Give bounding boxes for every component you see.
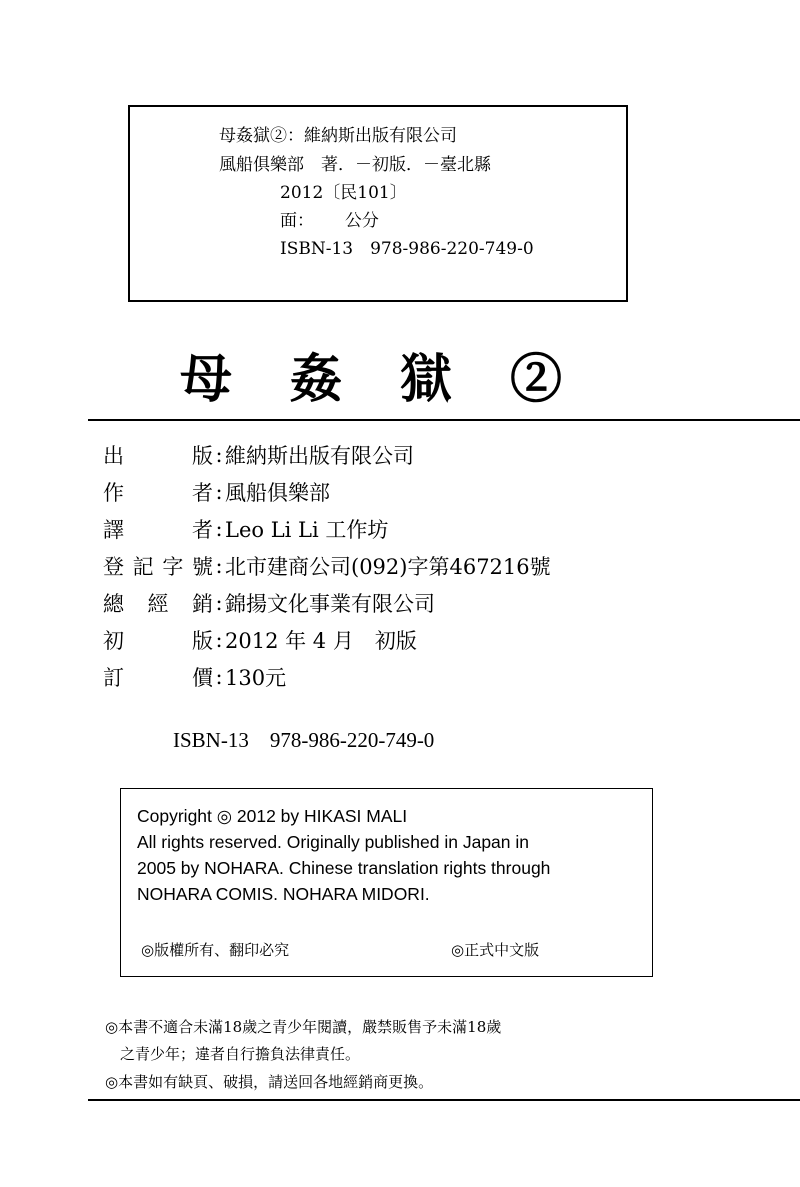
copyright-line-3: 2005 by NOHARA. Chinese translation rights through <box>137 858 551 878</box>
cip-line-5: ISBN-13 978-986-220-749-0 <box>280 239 534 259</box>
info-value: 維納斯出版有限公司 <box>225 443 414 468</box>
info-row-publisher: 出 版 : 維納斯出版有限公司 <box>103 436 551 473</box>
info-value: 錦揚文化事業有限公司 <box>225 591 435 616</box>
info-label-char: 記 <box>132 554 154 579</box>
info-label <box>103 477 213 507</box>
info-label <box>103 551 213 581</box>
copyright-box <box>120 788 653 977</box>
info-label <box>103 625 213 655</box>
info-value: 2012 年 4 月 初版 <box>225 628 417 653</box>
cip-line-3: 2012〔民101〕 <box>280 183 407 203</box>
isbn-number: ISBN-13 978-986-220-749-0 <box>173 728 435 752</box>
title-divider <box>88 419 800 421</box>
official-edition: ◎正式中文版 <box>451 941 540 959</box>
info-label-char: 版 <box>192 443 213 468</box>
info-row-author: 作 者 : 風船俱樂部 <box>103 473 551 510</box>
copyright-text <box>137 803 550 907</box>
info-label-char: 出 <box>103 443 124 468</box>
info-row-distributor: 總 經 銷 : 錦揚文化事業有限公司 <box>103 584 551 621</box>
info-label-char: 版 <box>192 628 213 653</box>
info-label-char: 銷 <box>192 591 213 616</box>
info-label-char: 者 <box>192 480 213 505</box>
info-label-char: 價 <box>192 665 213 690</box>
info-value: 130元 <box>225 665 287 690</box>
info-value: Leo Li Li 工作坊 <box>225 517 389 542</box>
info-label-char: 字 <box>162 554 184 579</box>
info-label <box>103 588 213 618</box>
info-label-char: 號 <box>191 554 213 579</box>
info-label-char: 者 <box>192 517 213 542</box>
info-value: 風船俱樂部 <box>225 480 330 505</box>
info-label-char: 作 <box>103 480 124 505</box>
info-label-char: 訂 <box>103 665 124 690</box>
cip-box <box>128 105 628 302</box>
age-notice-line-2: 之青少年；違者自行擔負法律責任。 <box>105 1045 361 1063</box>
info-label <box>103 440 213 470</box>
cip-line-2: 風船俱樂部 著．－初版．－臺北縣 <box>219 155 491 175</box>
age-notice-line-1: ◎本書不適合未滿18歲之青少年閱讀，嚴禁販售予未滿18歲 <box>105 1018 502 1036</box>
info-row-translator: 譯 者 : Leo Li Li 工作坊 <box>103 510 551 547</box>
publication-info <box>103 436 551 695</box>
info-label-char: 初 <box>103 628 124 653</box>
info-label <box>103 514 213 544</box>
info-row-registration: 登 記 字 號 : 北市建商公司(092)字第467216號 <box>103 547 551 584</box>
copyright-line-1: Copyright ◎ 2012 by HIKASI MALI <box>137 806 408 826</box>
info-label-char: 登 <box>103 554 124 579</box>
rights-reserved: ◎版權所有、翻印必究 <box>141 941 290 959</box>
info-label-char: 總 <box>103 591 124 616</box>
info-row-price: 訂 價 : 130元 <box>103 658 551 695</box>
copyright-line-4: NOHARA COMIS. NOHARA MIDORI. <box>137 884 430 904</box>
bottom-divider <box>88 1099 800 1101</box>
info-value: 北市建商公司(092)字第467216號 <box>225 554 551 579</box>
copyright-line-2: All rights reserved. Originally published in Japan in <box>137 832 530 852</box>
cip-line-4: 面： 公分 <box>280 211 379 231</box>
info-label-char: 譯 <box>103 517 124 542</box>
cip-line-1: 母姦獄②：維納斯出版有限公司 <box>219 126 457 146</box>
info-label <box>103 662 213 692</box>
book-title: 母姦獄② <box>179 349 620 410</box>
return-notice: ◎本書如有缺頁、破損，請送回各地經銷商更換。 <box>105 1073 434 1091</box>
info-label-char: 經 <box>147 591 169 616</box>
info-row-first-edition: 初 版 : 2012 年 4 月 初版 <box>103 621 551 658</box>
